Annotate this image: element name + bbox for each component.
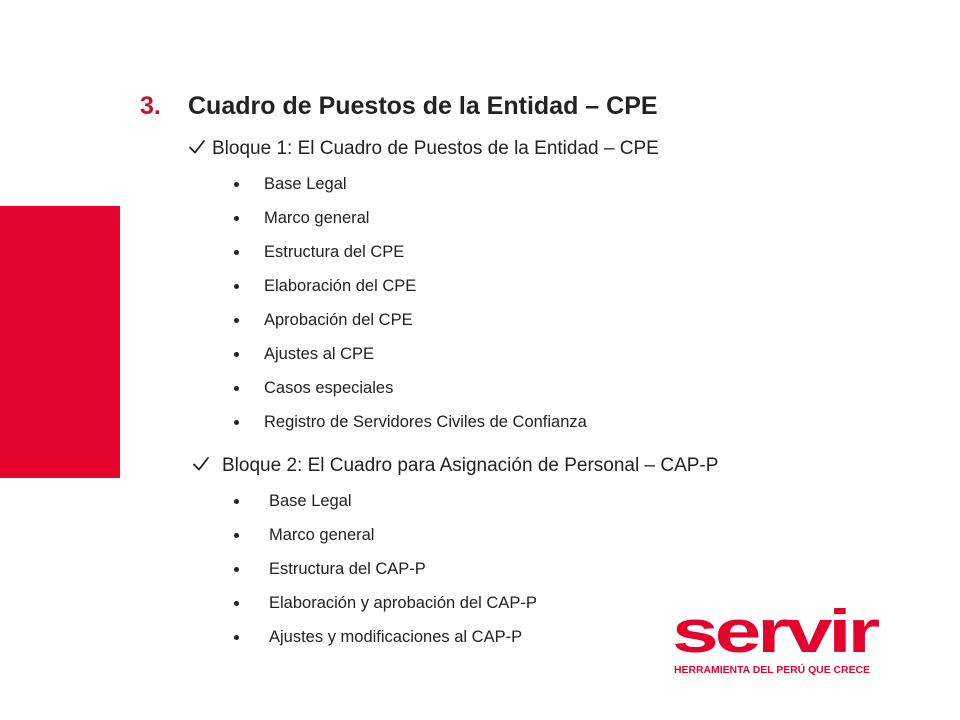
bullet-icon bbox=[234, 182, 239, 187]
heading-number: 3. bbox=[140, 92, 161, 120]
bullet-icon bbox=[234, 420, 239, 425]
bullet-icon bbox=[234, 567, 239, 572]
bullet-icon bbox=[234, 352, 239, 357]
checkmark-icon bbox=[192, 453, 212, 479]
block-1-title-text: Bloque 1: El Cuadro de Puestos de la Entidad – CPE bbox=[212, 138, 659, 159]
bullet-icon bbox=[234, 533, 239, 538]
bullet-icon bbox=[234, 386, 239, 391]
bullet-icon bbox=[234, 499, 239, 504]
heading-title: Cuadro de Puestos de la Entidad – CPE bbox=[188, 92, 658, 120]
bullet-icon bbox=[234, 216, 239, 221]
bullet-icon bbox=[234, 250, 239, 255]
block-1-title bbox=[188, 136, 659, 162]
servir-logo bbox=[672, 600, 880, 680]
bullet-icon bbox=[234, 284, 239, 289]
logo-wordmark: servir bbox=[672, 600, 880, 665]
bullet-icon bbox=[234, 318, 239, 323]
block-2-title bbox=[192, 453, 718, 479]
red-accent-bar bbox=[0, 206, 120, 478]
bullet-icon bbox=[234, 635, 239, 640]
bullet-icon bbox=[234, 601, 239, 606]
logo-tagline: HERRAMIENTA DEL PERÚ QUE CRECE bbox=[674, 665, 863, 676]
slide-heading bbox=[140, 88, 658, 124]
checkmark-icon bbox=[188, 136, 208, 162]
block-2-title-text: Bloque 2: El Cuadro para Asignación de Personal – CAP-P bbox=[222, 455, 719, 476]
